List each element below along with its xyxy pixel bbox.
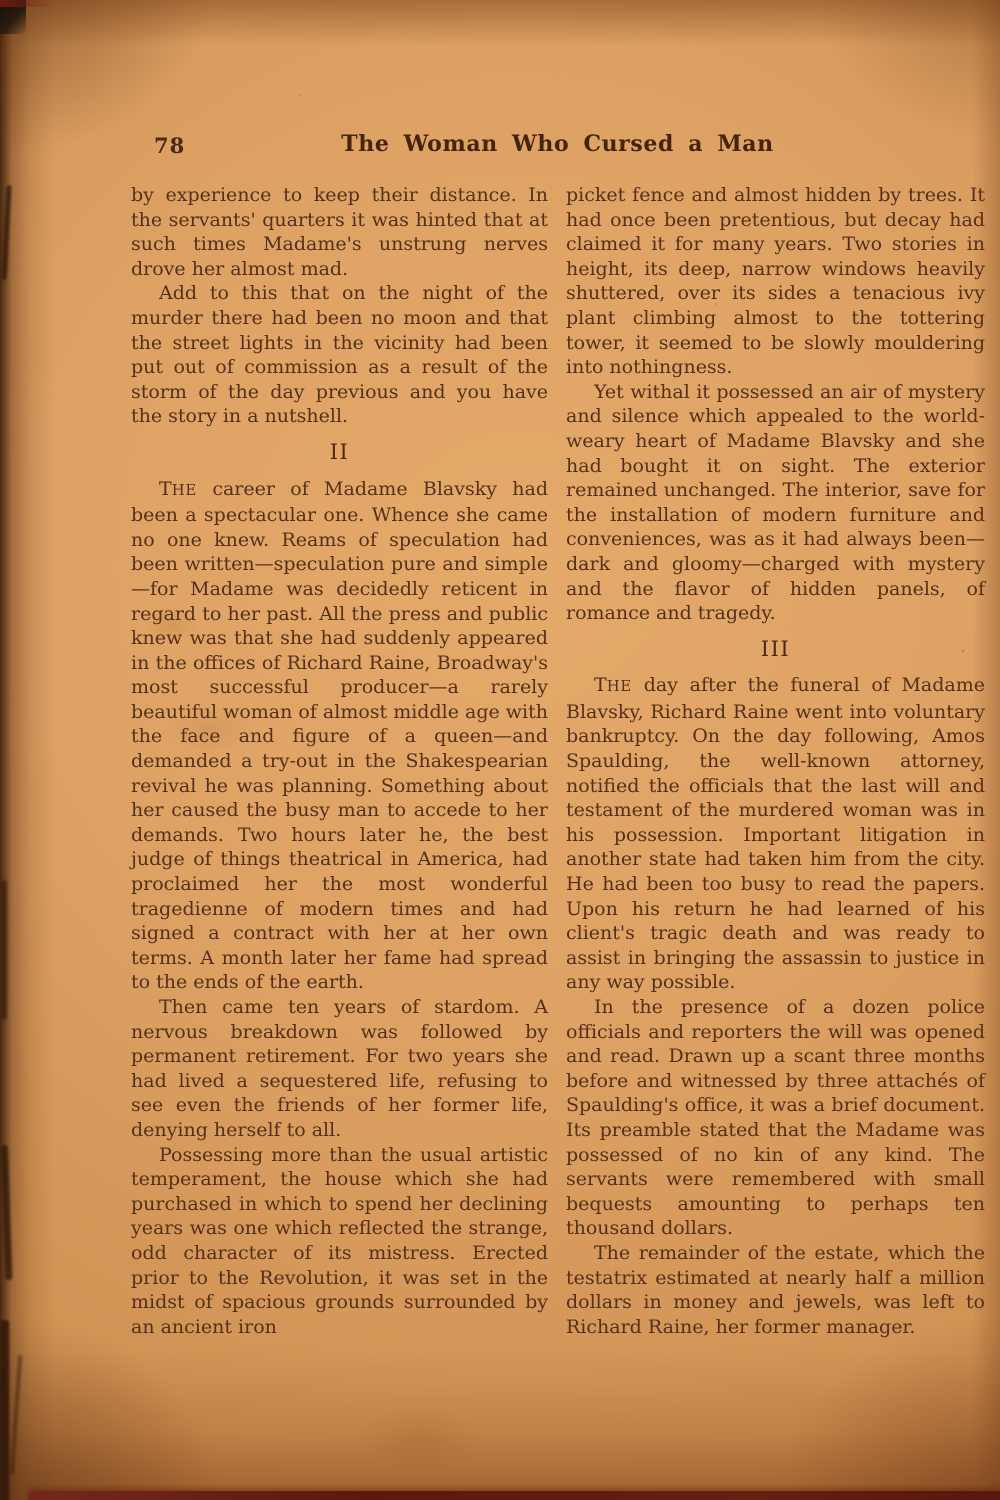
section-heading: III (760, 636, 791, 661)
paragraph: The remainder of the estate, which the testatrix estimated at nearly half a million dollars in money and jewels, was left to Richard Raine, her former manager. (566, 1241, 985, 1338)
running-head (130, 131, 985, 165)
paragraph: Then came ten years of stardom. A nervous breakdown was followed by permanent retirement. For two years she had lived a sequestered life, refusing to see even the friends of her former life, denying herself to all. (131, 996, 548, 1141)
spine-smudge (2, 185, 12, 280)
paragraph: Yet withal it possessed an air of mystery and silence which appealed to the world-weary heart of Madame Blavsky and she had bought it on sight. The exterior remained unchanged. The interior, save for the installation of modern furniture and conveniences, was as it had always been—dark and gloomy—charged with mystery and the flavor of hidden panels, of romance and tragedy. (566, 380, 985, 625)
paragraph: picket fence and almost hidden by trees. It had once been pretentious, but decay had claimed it for many years. Two stories in height, its deep, narrow windows heavily shuttered, over its sides a tenacious ivy plant climbing almost to the tottering tower, it seemed to be slowly mouldering into nothingness. (566, 184, 985, 379)
spine-smudge (1, 880, 7, 1020)
paragraph: In the presence of a dozen police officials and reporters the will was opened and read. Drawn up a scant three months before and witnessed by three attachés of Spaulding's office, it was a brief document. Its preamble stated that the Madame was possessed of no kin of any kind. The servants were remembered with small bequests amounting to perhaps ten thousand dollars. (566, 996, 985, 1240)
right-column (566, 183, 985, 1339)
left-column (131, 183, 548, 1339)
paragraph: Possessing more than the usual artistic temperament, the house which she had purchased in which to spend her declining years was one which reflected the strange, odd character of its mistress. Erected prior to the Revolution, it was set in the midst of spacious grounds surrounded by an ancient iron (131, 1143, 548, 1338)
page-number: 78 (154, 133, 186, 158)
corner-red-mark (0, 0, 60, 7)
small-caps-lead: HE (606, 678, 633, 696)
running-title: The Woman Who Cursed a Man (341, 131, 774, 157)
paragraph: THE day after the funeral of Madame Blavsky, Richard Raine went into voluntary bankruptcy. On the day following, Amos Spaulding, the well-known attorney, notified the officials that the last will and testament of the murdered woman was in his possession. Important litigation in another state had taken him from the city. He had been too busy to read the papers. Upon his return he had learned of his client's tragic death and was ready to assist in bringing the assassin to justice in any way possible. (566, 674, 985, 994)
bottom-edge-band (28, 1491, 1000, 1500)
section-heading: II (329, 439, 350, 464)
spine-smudge (1, 1145, 13, 1280)
small-caps-lead: HE (171, 481, 198, 499)
spine-smudge (0, 1320, 9, 1500)
spine-smudge (10, 1355, 22, 1475)
paragraph: THE career of Madame Blavsky had been a spectacular one. Whence she came no one knew. Reams of speculation had been written—speculation pure and simple—for Madame was decidedly reticent in regard to her past. All the press and public knew was that she had suddenly appeared in the offices of Richard Raine, Broadway's most successful producer—a rarely beautiful woman of almost middle age with the face and figure of a queen—and demanded a try-out in the Shakespearian revival he was planning. Something about her caused the busy man to accede to her demands. Two hours later he, the best judge of things theatrical in America, had proclaimed her the most wonderful tragedienne of modern times and had signed a contract with her at her own terms. A month later her fame had spread to the ends of the earth. (131, 477, 548, 994)
paragraph: Add to this that on the night of the murder there had been no moon and that the street lights in the vicinity had been put out of commission as a result of the storm of the day previous and you have the story in a nutshell. (131, 282, 548, 428)
paragraph: by experience to keep their distance. In the servants' quarters it was hinted that at such times Madame's unstrung nerves drove her almost mad. (131, 184, 548, 280)
